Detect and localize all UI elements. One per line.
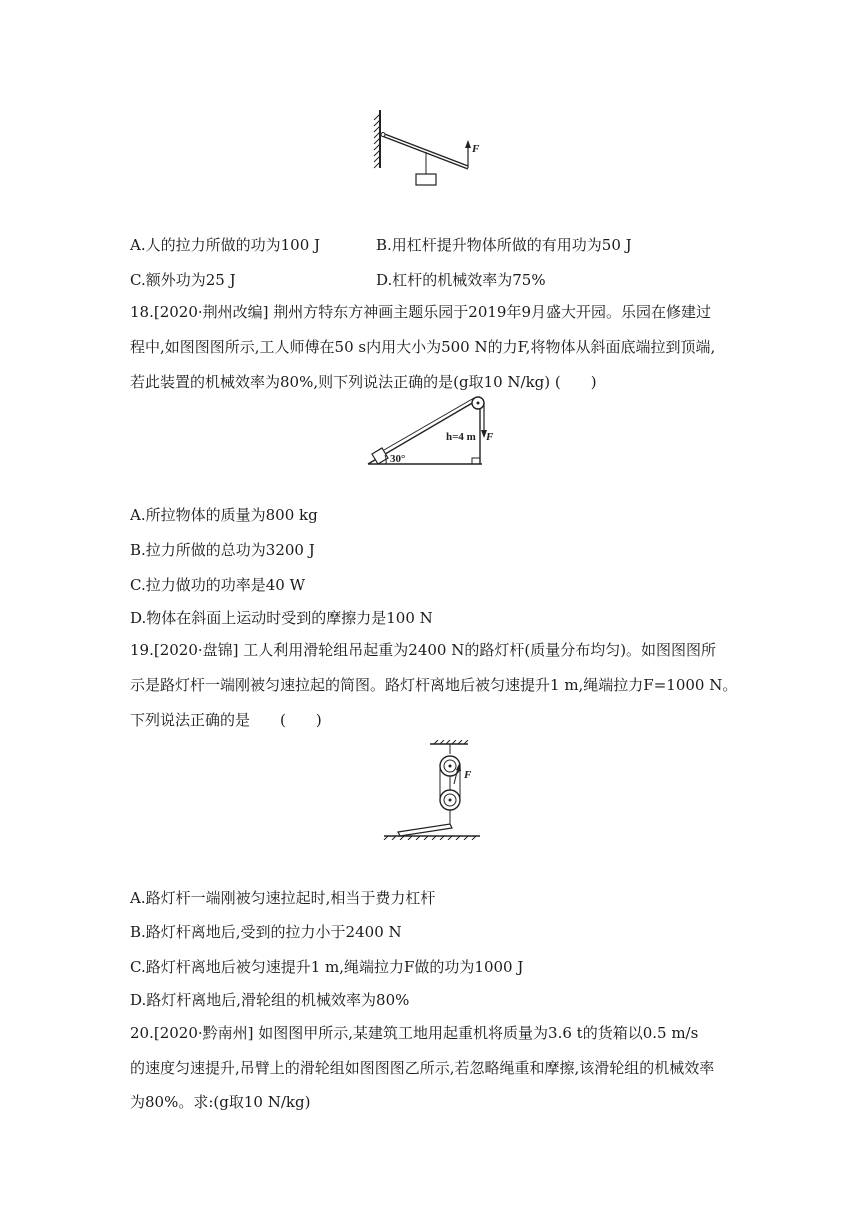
q18-option-a: A.所拉物体的质量为800 kg <box>130 506 318 524</box>
q18-stem-line3: 若此装置的机械效率为80%,则下列说法正确的是(g取10 N/kg) ( ) <box>130 373 597 391</box>
q20-stem-line3: 为80%。求:(g取10 N/kg) <box>130 1093 311 1111</box>
q19-option-d: D.路灯杆离地后,滑轮组的机械效率为80% <box>130 991 410 1009</box>
pulley-figure <box>380 740 484 840</box>
q18-stem-line1: 18.[2020·荆州改编] 荆州方特东方神画主题乐园于2019年9月盛大开园。乐园在修建过 <box>130 303 711 321</box>
incline-figure <box>362 392 494 468</box>
q17-option-d: D.杠杆的机械效率为75% <box>376 271 546 289</box>
q17-option-a: A.人的拉力所做的功为100 J <box>130 236 321 254</box>
q19-stem-line2: 示是路灯杆一端刚被匀速拉起的简图。路灯杆离地后被匀速提升1 m,绳端拉力F=1000 N。 <box>130 676 738 694</box>
q19-option-c: C.路灯杆离地后被匀速提升1 m,绳端拉力F做的功为1000 J <box>130 958 524 976</box>
q18-option-d: D.物体在斜面上运动时受到的摩擦力是100 N <box>130 609 433 627</box>
lever-figure <box>372 108 492 188</box>
q19-option-b: B.路灯杆离地后,受到的拉力小于2400 N <box>130 923 402 941</box>
incline-angle-label: 30° <box>390 453 406 465</box>
q17-option-c: C.额外功为25 J <box>130 271 236 289</box>
q19-stem-line1: 19.[2020·盘锦] 工人利用滑轮组吊起重为2400 N的路灯杆(质量分布均匀)。如图图图所 <box>130 641 717 659</box>
q20-stem-line1: 20.[2020·黔南州] 如图图甲所示,某建筑工地用起重机将质量为3.6 t的货箱以0.5 m/s <box>130 1024 699 1042</box>
q20-stem-line2: 的速度匀速提升,吊臂上的滑轮组如图图图乙所示,若忽略绳重和摩擦,该滑轮组的机械效率 <box>130 1059 715 1077</box>
q19-stem-line3: 下列说法正确的是 ( ) <box>130 711 322 729</box>
incline-force-label: F <box>486 431 494 443</box>
q18-stem-line2: 程中,如图图图所示,工人师傅在50 s内用大小为500 N的力F,将物体从斜面底端拉到顶端, <box>130 338 716 356</box>
incline-height-label: h=4 m <box>446 431 476 443</box>
q19-option-a: A.路灯杆一端刚被匀速拉起时,相当于费力杠杆 <box>130 889 436 907</box>
lever-force-label: F <box>472 143 480 155</box>
q18-option-b: B.拉力所做的总功为3200 J <box>130 541 315 559</box>
q18-option-c: C.拉力做功的功率是40 W <box>130 576 305 594</box>
q17-option-b: B.用杠杆提升物体所做的有用功为50 J <box>376 236 632 254</box>
pulley-force-label: F <box>464 769 472 781</box>
